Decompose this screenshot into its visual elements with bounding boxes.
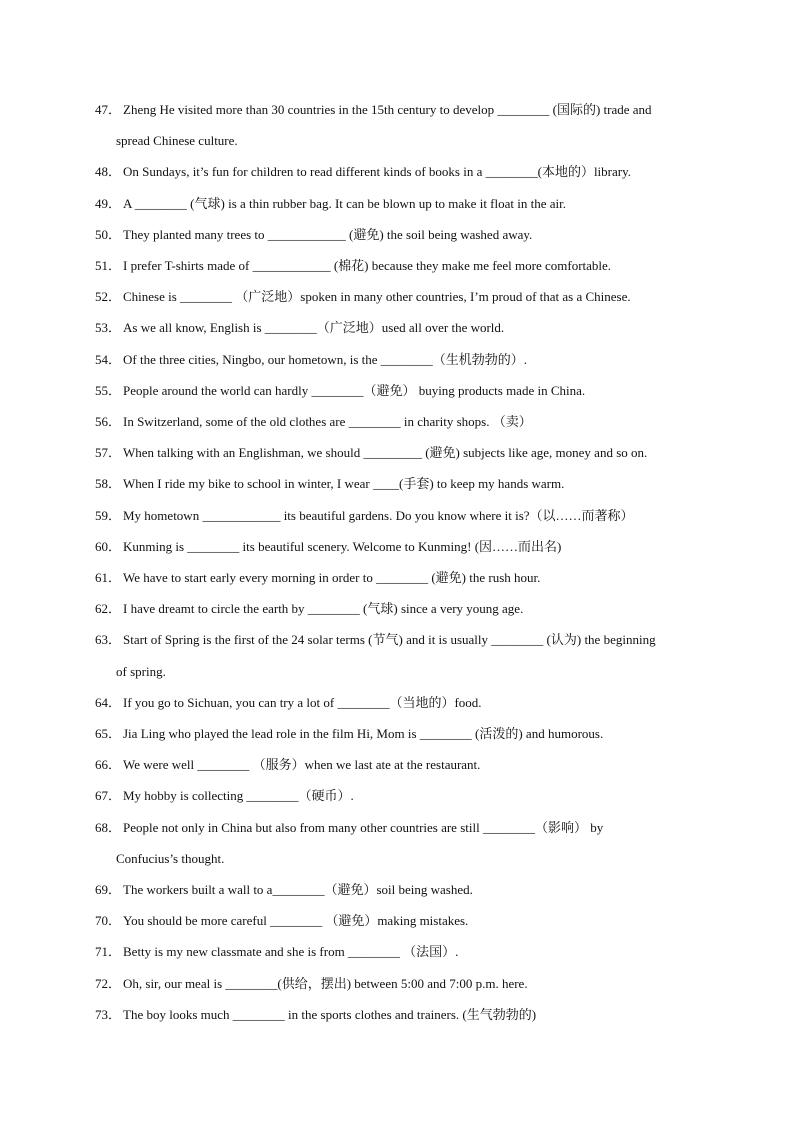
question-number: 57． xyxy=(95,445,122,461)
question-text: The boy looks much ________ in the sports clothes and trainers. (生气勃勃的) xyxy=(123,1006,537,1022)
question-number: 67． xyxy=(95,788,122,804)
question-text: Start of Spring is the first of the 24 solar terms (节气) and it is usually ________ (认为) the beginning xyxy=(123,632,656,648)
question-number: 52． xyxy=(95,289,122,305)
question-text-continuation: Confucius’s thought. xyxy=(116,850,225,866)
question-text: I have dreamt to circle the earth by ________ (气球) since a very young age. xyxy=(123,601,524,617)
question-item xyxy=(95,94,700,156)
question-item xyxy=(95,749,700,780)
question-item xyxy=(95,999,700,1030)
question-number: 61． xyxy=(95,570,122,586)
question-text-continuation: of spring. xyxy=(116,663,166,679)
question-item xyxy=(95,874,700,905)
question-item xyxy=(95,188,700,219)
question-number: 68． xyxy=(95,819,122,835)
question-item xyxy=(95,593,700,624)
question-text: If you go to Sichuan, you can try a lot of ________（当地的）food. xyxy=(123,694,482,710)
question-text-continuation: spread Chinese culture. xyxy=(116,133,238,149)
question-item xyxy=(95,156,700,187)
question-item xyxy=(95,780,700,811)
question-item xyxy=(95,500,700,531)
question-text: We have to start early every morning in order to ________ (避免) the rush hour. xyxy=(123,570,541,586)
question-text: Of the three cities, Ningbo, our hometown, is the ________（生机勃勃的）. xyxy=(123,351,528,367)
question-text: A ________ (气球) is a thin rubber bag. It can be blown up to make it float in the air. xyxy=(123,195,566,211)
question-item xyxy=(95,624,700,686)
question-text: I prefer T-shirts made of ____________ (棉花) because they make me feel more comfortable. xyxy=(123,258,612,274)
question-text: When I ride my bike to school in winter, I wear ____(手套) to keep my hands warm. xyxy=(123,476,565,492)
question-item xyxy=(95,812,700,874)
question-number: 62． xyxy=(95,601,122,617)
question-text: People not only in China but also from many other countries are still ________（影响） by xyxy=(123,819,604,835)
question-text: My hobby is collecting ________（硬币）. xyxy=(123,788,354,804)
question-number: 58． xyxy=(95,476,122,492)
question-item xyxy=(95,468,700,499)
question-number: 60． xyxy=(95,538,122,554)
question-item xyxy=(95,531,700,562)
question-item xyxy=(95,687,700,718)
question-text: On Sundays, it’s fun for children to read different kinds of books in a ________(本地的）library. xyxy=(123,164,631,180)
question-item xyxy=(95,250,700,281)
question-text: They planted many trees to ____________ (避免) the soil being washed away. xyxy=(123,226,533,242)
question-number: 47． xyxy=(95,102,122,117)
question-number: 69． xyxy=(95,882,122,898)
question-item xyxy=(95,281,700,312)
question-number: 71． xyxy=(95,944,122,960)
question-number: 55． xyxy=(95,382,122,398)
question-text: Betty is my new classmate and she is from ________ （法国）. xyxy=(123,944,459,960)
question-item xyxy=(95,344,700,375)
question-text: Kunming is ________ its beautiful scenery. Welcome to Kunming! (因……而出名) xyxy=(123,538,562,554)
question-text: We were well ________ （服务）when we last ate at the restaurant. xyxy=(123,757,481,773)
question-item xyxy=(95,718,700,749)
question-item xyxy=(95,312,700,343)
question-item xyxy=(95,905,700,936)
question-text: You should be more careful ________ （避免）making mistakes. xyxy=(123,913,469,929)
question-list xyxy=(95,94,700,1030)
question-text: Jia Ling who played the lead role in the film Hi, Mom is ________ (活泼的) and humorous. xyxy=(123,726,604,742)
question-item xyxy=(95,968,700,999)
question-number: 56． xyxy=(95,414,122,430)
question-number: 72． xyxy=(95,975,122,991)
question-number: 73． xyxy=(95,1006,122,1022)
question-text: As we all know, English is ________（广泛地）used all over the world. xyxy=(123,320,505,336)
question-text: Zheng He visited more than 30 countries in the 15th century to develop ________ (国际的) trade and xyxy=(123,102,652,117)
question-item xyxy=(95,219,700,250)
question-number: 65． xyxy=(95,726,122,742)
question-number: 48． xyxy=(95,164,122,180)
question-number: 59． xyxy=(95,507,122,523)
question-number: 53． xyxy=(95,320,122,336)
question-number: 54． xyxy=(95,351,122,367)
question-text: The workers built a wall to a________（避免）soil being washed. xyxy=(123,882,473,898)
question-item xyxy=(95,437,700,468)
question-number: 64． xyxy=(95,694,122,710)
question-item xyxy=(95,375,700,406)
question-text: Oh, sir, our meal is ________(供给，摆出) between 5:00 and 7:00 p.m. here. xyxy=(123,975,528,991)
question-text: Chinese is ________ （广泛地）spoken in many other countries, I’m proud of that as a Chinese. xyxy=(123,289,631,305)
question-number: 49． xyxy=(95,195,122,211)
question-text: When talking with an Englishman, we should _________ (避免) subjects like age, money and so on. xyxy=(123,445,648,461)
question-number: 66． xyxy=(95,757,122,773)
question-number: 70． xyxy=(95,913,122,929)
question-item xyxy=(95,562,700,593)
question-text: My hometown ____________ its beautiful gardens. Do you know where it is?（以……而著称） xyxy=(123,507,634,523)
question-number: 51． xyxy=(95,258,122,274)
question-number: 63． xyxy=(95,632,122,648)
question-text: In Switzerland, some of the old clothes are ________ in charity shops. （卖） xyxy=(123,414,532,430)
question-number: 50． xyxy=(95,226,122,242)
question-item xyxy=(95,406,700,437)
question-item xyxy=(95,936,700,967)
question-text: People around the world can hardly ________（避免） buying products made in China. xyxy=(123,382,586,398)
